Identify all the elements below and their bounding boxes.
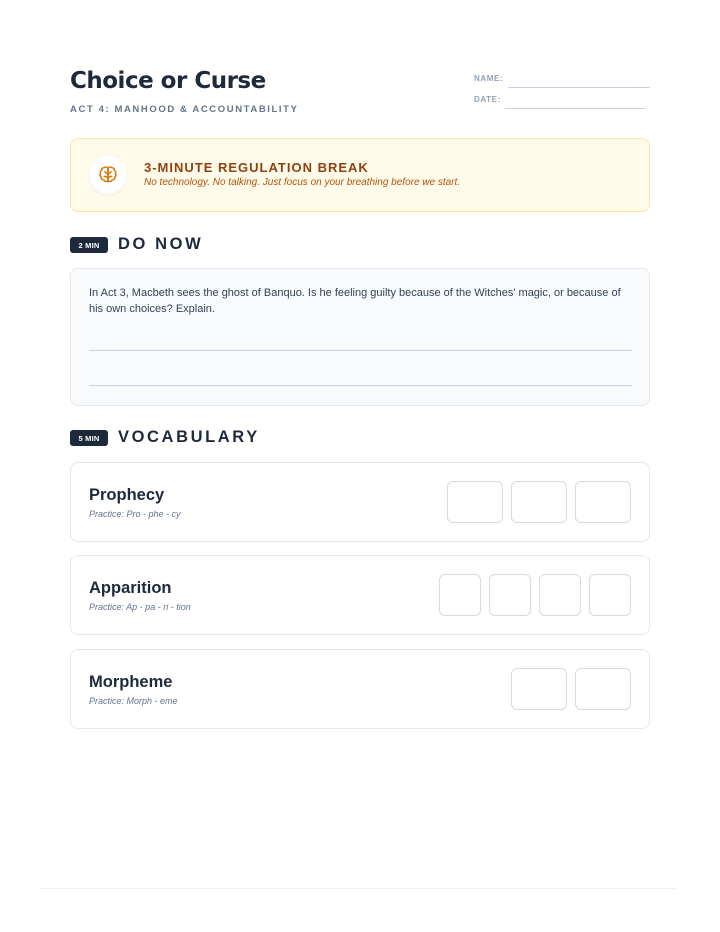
regulation-subtitle: No technology. No talking. Just focus on your breathing before we start. — [144, 177, 461, 188]
syllable-box[interactable] — [489, 574, 531, 616]
date-field — [474, 95, 501, 104]
syllable-box[interactable] — [575, 481, 631, 523]
footer-divider — [40, 888, 676, 889]
vocab-word: Prophecy — [89, 486, 165, 504]
do-now-time-badge: 2 MIN — [70, 237, 108, 253]
do-now-box — [70, 268, 650, 406]
page-title: Choice or Curse — [70, 68, 266, 94]
do-now-heading: DO NOW — [118, 235, 204, 253]
vocab-practice: Practice: Ap - pa - ri - tion — [89, 602, 191, 612]
syllable-boxes — [431, 574, 631, 616]
name-line[interactable] — [508, 87, 650, 88]
syllable-box[interactable] — [447, 481, 503, 523]
vocabulary-heading: VOCABULARY — [118, 428, 260, 446]
regulation-title: 3-MINUTE REGULATION BREAK — [144, 160, 369, 175]
vocab-word: Apparition — [89, 579, 172, 597]
date-line[interactable] — [505, 108, 646, 109]
vocab-card-prophecy — [70, 462, 650, 542]
name-label: NAME: — [474, 74, 504, 83]
syllable-box[interactable] — [439, 574, 481, 616]
syllable-box[interactable] — [511, 668, 567, 710]
syllable-boxes — [503, 668, 631, 710]
brain-icon — [89, 156, 127, 194]
answer-line[interactable] — [89, 385, 632, 386]
syllable-box[interactable] — [589, 574, 631, 616]
syllable-box[interactable] — [511, 481, 567, 523]
vocab-card-morpheme — [70, 649, 650, 729]
name-field — [474, 74, 503, 83]
vocabulary-time-badge: 5 MIN — [70, 430, 108, 446]
do-now-prompt: In Act 3, Macbeth sees the ghost of Banquo. Is he feeling guilty because of the Witches' magic, or because of his own choices? Explain. — [89, 287, 621, 315]
syllable-boxes — [439, 481, 631, 523]
syllable-box[interactable] — [575, 668, 631, 710]
regulation-break-box — [70, 138, 650, 212]
vocab-word: Morpheme — [89, 673, 173, 691]
syllable-box[interactable] — [539, 574, 581, 616]
page-subtitle: ACT 4: MANHOOD & ACCOUNTABILITY — [70, 104, 299, 115]
vocab-practice: Practice: Pro - phe - cy — [89, 509, 181, 519]
date-label: DATE: — [474, 95, 501, 104]
answer-line[interactable] — [89, 350, 632, 351]
vocab-card-apparition — [70, 555, 650, 635]
vocab-practice: Practice: Morph - eme — [89, 696, 178, 706]
